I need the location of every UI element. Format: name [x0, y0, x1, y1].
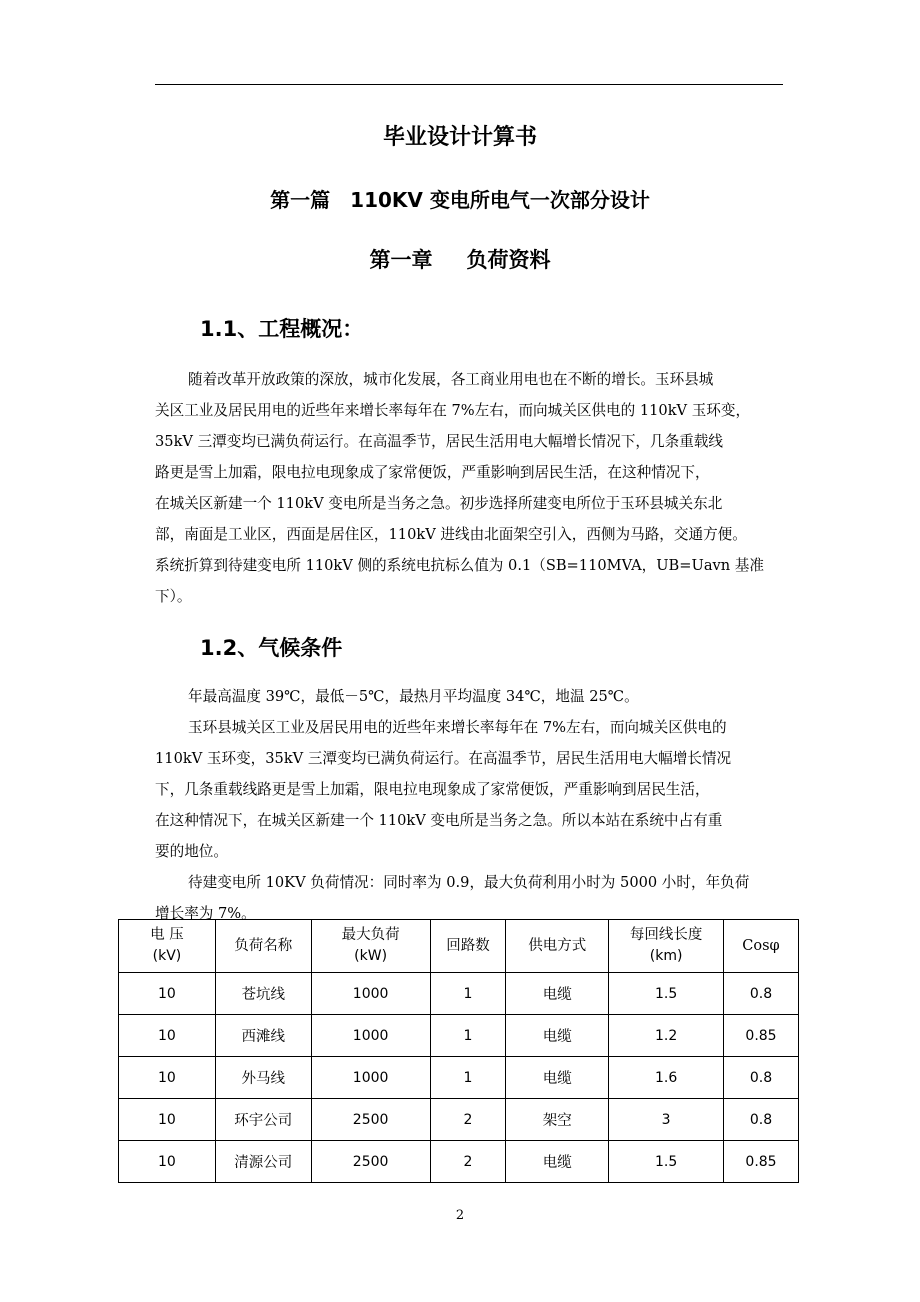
text-line: 110kV 玉环变，35kV 三潭变均已满负荷运行。在高温季节，居民生活用电大幅增长情况	[155, 750, 732, 767]
header-cell: 最大负荷 (kW)	[311, 920, 430, 973]
table-cell: 电缆	[506, 1015, 609, 1057]
header-rule	[155, 84, 783, 85]
load-table	[118, 919, 799, 1183]
table-cell: 0.8	[724, 1099, 799, 1141]
table-cell: 1.6	[609, 1057, 724, 1099]
text-line: 年最高温度 39℃，最低－5℃，最热月平均温度 34℃，地温 25℃。	[188, 688, 639, 705]
text-line: 随着改革开放政策的深放，城市化发展，各工商业用电也在不断的增长。玉环县城	[188, 371, 714, 388]
table-cell: 西滩线	[215, 1015, 311, 1057]
text-line: 部，南面是工业区，西面是居住区，110kV 进线由北面架空引入，西侧为马路，交通方便。	[155, 526, 747, 543]
table-cell: 1000	[311, 1057, 430, 1099]
part-heading	[0, 184, 920, 213]
header-cell: 负荷名称	[215, 920, 311, 973]
table-cell: 1	[430, 973, 506, 1015]
table-cell: 1	[430, 1015, 506, 1057]
table-cell: 电缆	[506, 1141, 609, 1183]
table-cell: 电缆	[506, 1057, 609, 1099]
header-cell: 回路数	[430, 920, 506, 973]
table-cell: 0.85	[724, 1015, 799, 1057]
table-cell: 2	[430, 1099, 506, 1141]
table-cell: 3	[609, 1099, 724, 1141]
document-title: 毕业设计计算书	[382, 125, 537, 150]
table-cell: 2	[430, 1141, 506, 1183]
text-line: 增长率为 7%。	[155, 905, 256, 922]
table-cell: 2500	[311, 1141, 430, 1183]
table-row	[119, 1057, 799, 1099]
table-row	[119, 1099, 799, 1141]
text-line: 下，几条重载线路更是雪上加霜，限电拉电现象成了家常便饭，严重影响到居民生活，	[155, 781, 710, 798]
table-cell: 10	[119, 1057, 216, 1099]
table-cell: 0.85	[724, 1141, 799, 1183]
table-cell: 10	[119, 1015, 216, 1057]
table-cell: 2500	[311, 1099, 430, 1141]
text-line: 待建变电所 10KV 负荷情况：同时率为 0.9，最大负荷利用小时为 5000 小时，年负荷	[188, 874, 750, 891]
text-line: 35kV 三潭变均已满负荷运行。在高温季节，居民生活用电大幅增长情况下，几条重载线	[155, 433, 723, 450]
text-line: 要的地位。	[155, 843, 228, 860]
header-cell: 每回线长度 (km)	[609, 920, 724, 973]
part-label: 第一篇	[270, 188, 331, 212]
header-cell: Cosφ	[724, 920, 799, 973]
table-cell: 1.2	[609, 1015, 724, 1057]
section-heading-1-2: 1.2、气候条件	[200, 636, 343, 660]
table-cell: 1000	[311, 1015, 430, 1057]
chapter-title: 负荷资料	[466, 248, 551, 272]
table-cell: 0.8	[724, 973, 799, 1015]
text-line: 在城关区新建一个 110kV 变电所是当务之急。初步选择所建变电所位于玉环县城关东北	[155, 495, 723, 512]
text-line: 玉环县城关区工业及居民用电的近些年来增长率每年在 7%左右，而向城关区供电的	[188, 719, 727, 736]
table-cell: 外马线	[215, 1057, 311, 1099]
table-cell: 电缆	[506, 973, 609, 1015]
table-cell: 清源公司	[215, 1141, 311, 1183]
chapter-heading	[0, 244, 920, 274]
text-line: 路更是雪上加霜，限电拉电现象成了家常便饭，严重影响到居民生活，在这种情况下，	[155, 464, 710, 481]
table-cell: 1000	[311, 973, 430, 1015]
table-cell: 0.8	[724, 1057, 799, 1099]
chapter-label: 第一章	[369, 248, 433, 272]
text-line: 关区工业及居民用电的近些年来增长率每年在 7%左右，而向城关区供电的 110kV 玉环变，	[155, 402, 751, 419]
header-cell: 供电方式	[506, 920, 609, 973]
table-cell: 10	[119, 1099, 216, 1141]
text-line: 下）。	[155, 588, 192, 605]
table-row	[119, 973, 799, 1015]
section-heading-1-1: 1.1、工程概况：	[200, 317, 364, 341]
table-cell: 1.5	[609, 973, 724, 1015]
table-cell: 架空	[506, 1099, 609, 1141]
table-row	[119, 1015, 799, 1057]
table-header-row	[119, 920, 799, 973]
text-line: 系统折算到待建变电所 110kV 侧的系统电抗标么值为 0.1（SB=110MVA，UB=Uavn 基准	[155, 557, 764, 574]
text-line: 在这种情况下，在城关区新建一个 110kV 变电所是当务之急。所以本站在系统中占有重	[155, 812, 723, 829]
part-title: 110KV 变电所电气一次部分设计	[350, 188, 650, 212]
table-cell: 10	[119, 973, 216, 1015]
page-number: 2	[455, 1208, 465, 1223]
header-cell: 电 压 (kV)	[119, 920, 216, 973]
table-cell: 1	[430, 1057, 506, 1099]
table-cell: 10	[119, 1141, 216, 1183]
table-row	[119, 1141, 799, 1183]
climate-paragraph	[155, 681, 783, 929]
table-cell: 环宇公司	[215, 1099, 311, 1141]
table-cell: 1.5	[609, 1141, 724, 1183]
project-overview-paragraph	[155, 364, 783, 612]
table-cell: 苍坑线	[215, 973, 311, 1015]
